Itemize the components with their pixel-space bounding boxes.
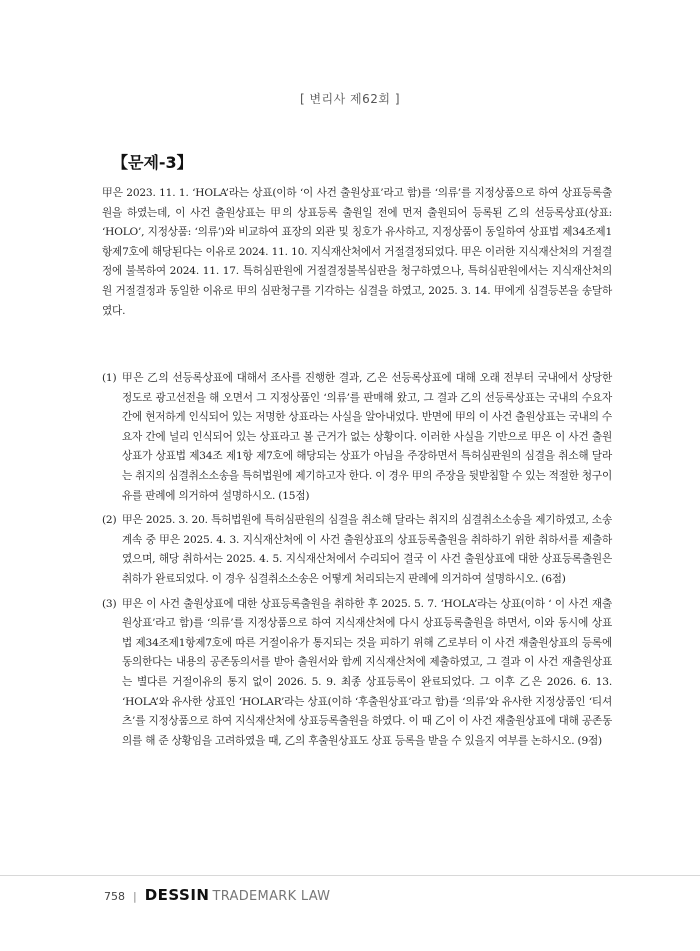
question-item [102, 511, 612, 589]
question-text: 甲은 2025. 3. 20. 특허법원에 특허심판원의 심결을 취소해 달라는 취지의 심결취소소송을 제기하였고, 소송 계속 중 甲은 2025. 4. 3. 지식재산처에 이 사건 출원상표의 상표등록출원을 취하하기 위한 취하서를 제출하였으며, 해당 취하서는 2025. 4. 5. 지식재산처에서 수리되어 결국 이 사건 출원상표에 대한 상표등록출원은 취하가 완료되었다. 이 경우 심결취소소송은 어떻게 처리되는지 판례에 의거하여 설명하시오. (6점) [122, 514, 612, 585]
exam-header-tag: [ 변리사 제62회 ] [299, 92, 401, 106]
footer-divider [0, 875, 700, 876]
book-subtitle: TRADEMARK LAW [212, 889, 331, 904]
question-item [102, 369, 612, 506]
page-footer [104, 886, 330, 904]
question-list [102, 369, 612, 756]
problem-intro-paragraph: 甲은 2023. 11. 1. ‘HOLA’라는 상표(이하 ‘이 사건 출원상표’라고 함)를 ‘의류’를 지정상품으로 하여 상표등록출원을 하였는데, 이 사건 출원상표는 甲의 상표등록 출원일 전에 먼저 출원되어 등록된 乙의 선등록상표(상표: ‘HOLO’, 지정상품: ‘의류’)와 비교하여 표장의 외관 및 칭호가 유사하고, 지정상품이 동일하여 상표법 제34조제1항제7호에 해당된다는 이유로 2024. 11. 10. 지식재산처에서 거절결정되었다. 甲은 이러한 지식재산처의 거절결정에 불복하여 2024. 11. 17. 특허심판원에 거절결정불복심판을 청구하였으나, 특허심판원에서는 지식재산처의 원 거절결정과 동일한 이유로 甲의 심판청구를 기각하는 심결을 하였고, 2025. 3. 14. 甲에게 심결등본을 송달하였다. [102, 187, 612, 317]
question-item [102, 595, 612, 752]
question-text: 甲은 乙의 선등록상표에 대해서 조사를 진행한 결과, 乙은 선등록상표에 대해 오래 전부터 국내에서 상당한 정도로 광고선전을 해 오면서 그 지정상품인 ‘의류’를 판매해 왔고, 그 결과 乙의 선등록상표는 국내의 수요자간에 현저하게 인식되어 있는 저명한 상표라는 사실을 알아내었다. 반면에 甲의 이 사건 출원상표는 국내의 수요자 간에 널리 인식되어 있는 상표라고 볼 근거가 없는 상황이다. 이러한 사실을 기반으로 甲은 이 사건 출원상표가 상표법 제34조 제1항 제7호에 해당되는 상표가 아님을 주장하면서 특허심판원의 심결을 취소해 달라는 취지의 심결취소소송을 특허법원에 제기하고자 한다. 이 경우 甲의 주장을 뒷받침할 수 있는 적절한 청구이유를 판례에 의거하여 설명하시오. (15점) [122, 372, 612, 502]
footer-separator: | [133, 890, 137, 903]
question-number: (3) [102, 597, 117, 610]
problem-title: 【문제-3】 [112, 153, 193, 172]
question-number: (1) [102, 372, 117, 384]
question-text: 甲은 이 사건 출원상표에 대한 상표등록출원을 취하한 후 2025. 5. 7. ‘HOLA’라는 상표(이하 ‘ 이 사건 재출원상표’라고 함)를 ‘의류’를 지정상품으로 하여 지식재산처에 다시 상표등록출원을 하면서, 이와 동시에 상표법 제34조제1항제7호에 따른 거절이유가 통지되는 것을 피하기 위해 乙로부터 이 사건 재출원상표의 등록에 동의한다는 내용의 공존동의서를 받아 출원서와 함께 지식재산처에 제출하였고, 그 결과 이 사건 재출원상표는 별다른 거절이유의 통지 없이 2026. 5. 9. 최종 상표등록이 완료되었다. 그 이후 乙은 2026. 6. 13. ‘HOLA’와 유사한 상표인 ‘HOLAR’라는 상표(이하 ‘후출원상표’라고 함)를 ‘의류’와 유사한 지정상품인 ‘티셔츠’를 지정상품으로 하여 지식재산처에 상표등록출원을 하였다. 이 때 乙이 이 사건 재출원상표에 대해 공존동의를 해 준 상황임을 고려하였을 때, 乙의 후출원상표도 상표 등록을 받을 수 있을지 여부를 논하시오. (9점) [122, 597, 612, 747]
page-number: 758 [104, 890, 125, 903]
question-number: (2) [102, 514, 117, 527]
brand-logo-text: DESSIN [144, 886, 210, 904]
